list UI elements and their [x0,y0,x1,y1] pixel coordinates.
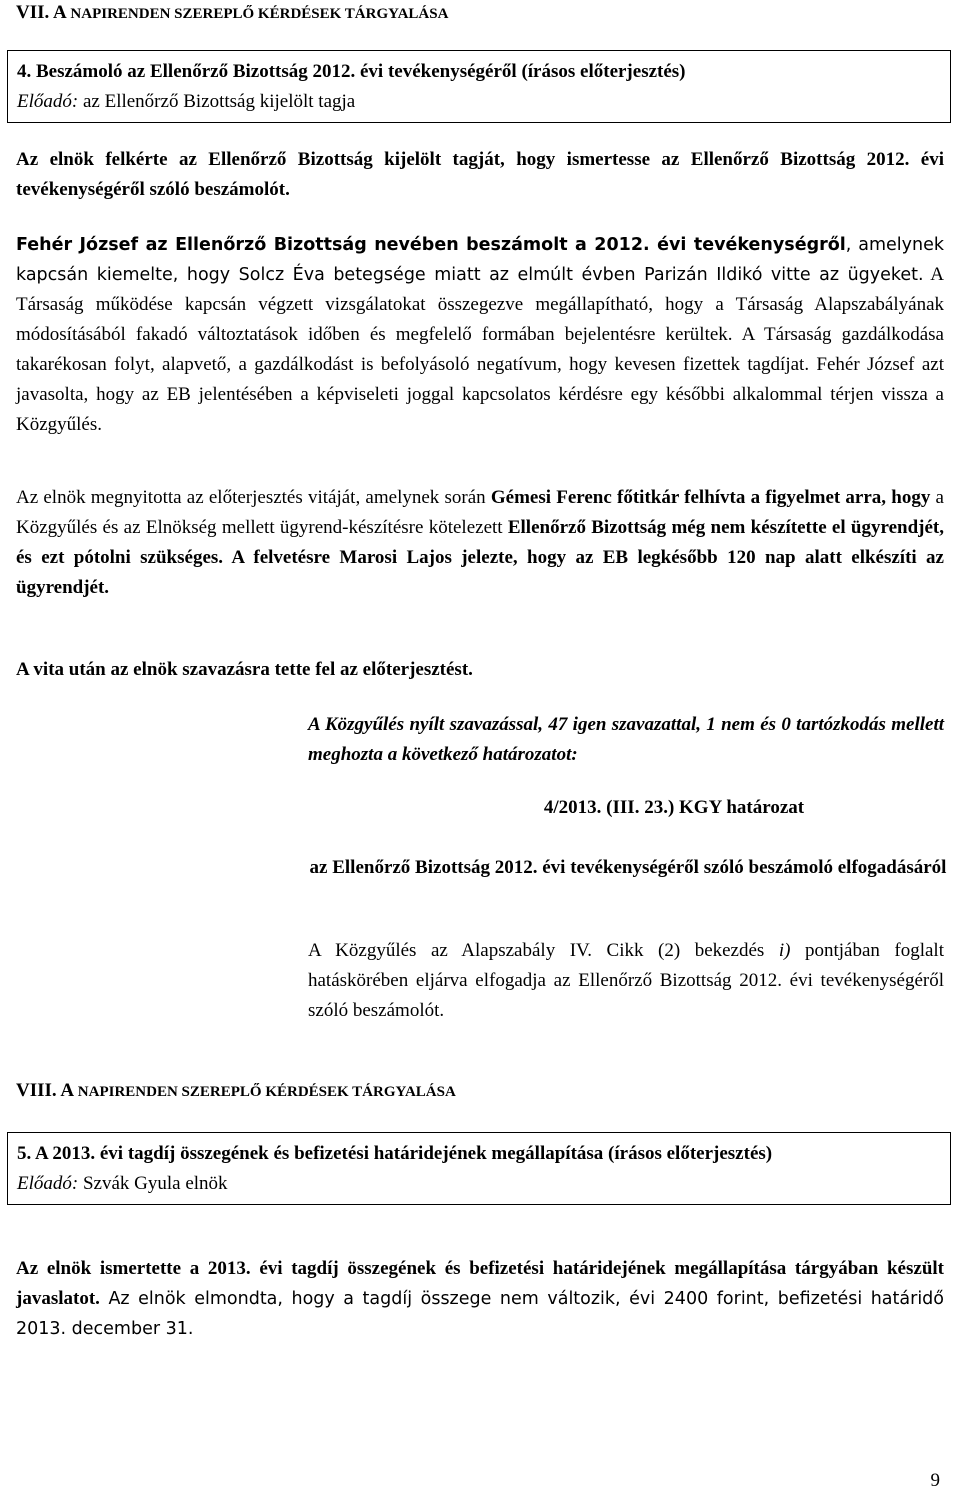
resolution-body-pre: A Közgyűlés az Alapszabály IV. Cikk (2) bekezdés [308,940,779,961]
agenda-item-presenter [17,87,941,117]
report-sans: , amelynek kapcsán kiemelte, hogy Solcz Éva betegsége miatt az elmúlt évben Parizán Ildikó vitte az ügyeket. [16,235,945,285]
section-initial: A [60,1080,74,1101]
section-roman: VII. [16,2,50,23]
resolution-body-post: pontjában foglalt hatáskörében eljárva elfogadja az Ellenőrző Bizottság 2012. évi tevékenységéről szóló beszámolót. [308,940,944,1021]
resolution-body [308,936,944,1026]
paragraph-request: Az elnök felkérte az Ellenőrző Bizottság kijelölt tagját, hogy ismertesse az Ellenőrző Bizottság 2012. évi tevékenységéről szóló beszámolót. [16,149,944,200]
section-heading-viii [16,1080,456,1102]
resolution-title: az Ellenőrző Bizottság 2012. évi tevékenységéről szóló beszámoló elfogadásáról [309,857,947,878]
paragraph-debate [16,483,944,603]
resolution-number: 4/2013. (III. 23.) KGY határozat [543,797,805,818]
agenda-item-title: 5. A 2013. évi tagdíj összegének és befizetési határidejének megállapítása (írásos előterjesztés) [17,1143,773,1164]
debate-text-1: Az elnök megnyitotta az előterjesztés vitáját, amelynek során [16,487,491,508]
section-initial: A [52,2,66,23]
debate-text-2: a Közgyűlés és az Elnökség mellett ügyrend-készítésre kötelezett [16,487,944,538]
fee-bold: Az elnök ismertette a 2013. évi tagdíj összegének és befizetési határidejének megállapítása tárgyában készült javaslatot. [16,1258,944,1309]
agenda-item-title: 4. Beszámoló az Ellenőrző Bizottság 2012. évi tevékenységéről (írásos előterjesztés) [17,61,686,82]
report-rest: A Társaság működése kapcsán végzett vizsgálatokat összegezve megállapítható, hogy a Társaság Alapszabályának módosításából fakadó változtatások időben és megfelelő formában bejelentésre kerültek. A Társaság gazdálkodása takarékosan folyt, alapvető, a gazdálkodást is befolyásoló negatívum, hogy kevesen fizettek tagdíjat. Fehér József azt javasolta, hogy az EB jelentésében a képviseleti joggal kapcsolatos kérdésre egy későbbi alkalommal térjen vissza a Közgyűlés. [16,264,944,435]
paragraph-fee [16,1254,944,1344]
presenter-name: az Ellenőrző Bizottság kijelölt tagja [78,91,356,112]
presenter-label: Előadó: [17,1173,79,1194]
paragraph-report [16,230,944,440]
presenter-name: Szvák Gyula elnök [78,1173,228,1194]
debate-bold-1: Gémesi Ferenc főtitkár felhívta a figyelmet arra, hogy [490,487,931,508]
debate-bold-2: Ellenőrző Bizottság még nem készítette el ügyrendjét, és ezt pótolni szükséges. A felvetésre Marosi Lajos jelezte, hogy az EB legkésőbb 120 nap alatt elkészíti az ügyrendjét. [16,517,944,598]
report-bold: Fehér József az Ellenőrző Bizottság nevében beszámolt a 2012. évi tevékenységről [16,235,846,255]
agenda-item-presenter [17,1169,941,1199]
section-roman: VIII. [16,1080,57,1101]
presenter-label: Előadó: [17,91,79,112]
paragraph-vote-call: A vita után az elnök szavazásra tette fel az előterjesztést. [16,659,473,680]
agenda-item-5-box [7,1132,951,1205]
vote-result: A Közgyűlés nyílt szavazással, 47 igen szavazattal, 1 nem és 0 tartózkodás mellett meghozta a következő határozatot: [308,714,944,765]
page-number: 9 [930,1470,940,1491]
section-title: NAPIRENDEN SZEREPLŐ KÉRDÉSEK TÁRGYALÁSA [77,1084,456,1100]
resolution-body-italic: i) [778,940,791,961]
section-title: NAPIRENDEN SZEREPLŐ KÉRDÉSEK TÁRGYALÁSA [70,6,449,22]
fee-rest: Az elnök elmondta, hogy a tagdíj összege nem változik, évi 2400 forint, befizetési határidő 2013. december 31. [16,1289,944,1339]
agenda-item-4-box [7,50,951,123]
section-heading-vii [16,2,448,24]
